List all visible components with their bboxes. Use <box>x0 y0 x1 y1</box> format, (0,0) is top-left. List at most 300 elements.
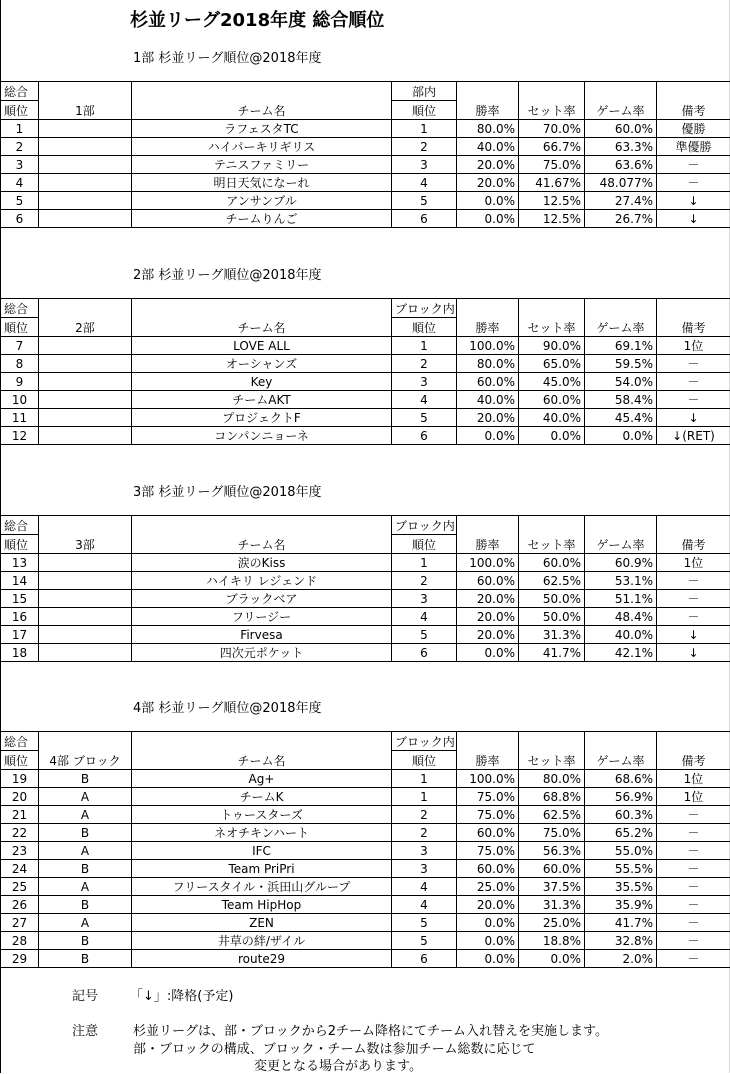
header-row-top <box>1 299 730 318</box>
game-rate-cell: 55.5% <box>585 860 657 878</box>
set-rate-cell: 50.0% <box>519 590 585 608</box>
table-row <box>1 644 730 662</box>
win-rate-cell: 40.0% <box>457 138 519 156</box>
win-rate-cell: 0.0% <box>457 210 519 228</box>
ranking-table <box>0 515 730 662</box>
block-cell: A <box>39 788 132 806</box>
game-rate-cell: 63.6% <box>585 156 657 174</box>
team-name-cell: route29 <box>132 950 392 968</box>
game-rate-cell: 69.1% <box>585 337 657 355</box>
section-title: 3部 杉並リーグ順位@2018年度 <box>133 481 322 500</box>
win-rate-cell: 0.0% <box>457 950 519 968</box>
group-position-cell: 1 <box>392 770 457 788</box>
block-cell <box>39 554 132 572</box>
game-rate-cell: 48.4% <box>585 608 657 626</box>
rank-cell: 24 <box>1 860 39 878</box>
remark-cell: － <box>657 824 730 842</box>
remark-cell: － <box>657 842 730 860</box>
remark-cell: － <box>657 355 730 373</box>
table-row <box>1 120 730 138</box>
header-overall-top: 総合 <box>1 732 39 751</box>
team-name-cell: Ag+ <box>132 770 392 788</box>
remark-cell: － <box>657 878 730 896</box>
header-set: セット率 <box>519 516 585 554</box>
set-rate-cell: 41.7% <box>519 644 585 662</box>
win-rate-cell: 25.0% <box>457 878 519 896</box>
win-rate-cell: 20.0% <box>457 590 519 608</box>
block-cell <box>39 337 132 355</box>
header-group-bottom: 順位 <box>392 318 457 337</box>
rank-cell: 7 <box>1 337 39 355</box>
team-name-cell: Team PriPri <box>132 860 392 878</box>
group-position-cell: 2 <box>392 138 457 156</box>
rank-cell: 26 <box>1 896 39 914</box>
block-cell: A <box>39 806 132 824</box>
team-name-cell: チームAKT <box>132 391 392 409</box>
group-position-cell: 2 <box>392 806 457 824</box>
set-rate-cell: 50.0% <box>519 608 585 626</box>
set-rate-cell: 56.3% <box>519 842 585 860</box>
game-rate-cell: 63.3% <box>585 138 657 156</box>
set-rate-cell: 65.0% <box>519 355 585 373</box>
win-rate-cell: 75.0% <box>457 806 519 824</box>
notice-line-1: 杉並リーグは、部・ブロックから2チーム降格にてチーム入れ替えを実施します。 <box>133 1020 608 1039</box>
group-position-cell: 6 <box>392 950 457 968</box>
table-row <box>1 590 730 608</box>
team-name-cell: フリースタイル・浜田山グループ <box>132 878 392 896</box>
header-division: 3部 <box>39 516 132 554</box>
header-row-top <box>1 732 730 751</box>
header-game: ゲーム率 <box>585 299 657 337</box>
remark-cell: 1位 <box>657 554 730 572</box>
set-rate-cell: 12.5% <box>519 210 585 228</box>
set-rate-cell: 60.0% <box>519 860 585 878</box>
header-note: 備考 <box>657 82 730 120</box>
win-rate-cell: 0.0% <box>457 932 519 950</box>
win-rate-cell: 75.0% <box>457 788 519 806</box>
team-name-cell: テニスファミリー <box>132 156 392 174</box>
win-rate-cell: 20.0% <box>457 409 519 427</box>
table-row <box>1 210 730 228</box>
remark-cell: － <box>657 373 730 391</box>
block-cell: B <box>39 950 132 968</box>
win-rate-cell: 100.0% <box>457 770 519 788</box>
header-overall-bottom: 順位 <box>1 751 39 770</box>
group-position-cell: 4 <box>392 608 457 626</box>
team-name-cell: プロジェクトF <box>132 409 392 427</box>
block-cell <box>39 192 132 210</box>
set-rate-cell: 68.8% <box>519 788 585 806</box>
game-rate-cell: 60.3% <box>585 806 657 824</box>
header-team: チーム名 <box>132 82 392 120</box>
header-win: 勝率 <box>457 732 519 770</box>
table-row <box>1 156 730 174</box>
block-cell: B <box>39 824 132 842</box>
game-rate-cell: 58.4% <box>585 391 657 409</box>
header-division: 1部 <box>39 82 132 120</box>
block-cell <box>39 590 132 608</box>
header-note: 備考 <box>657 732 730 770</box>
game-rate-cell: 27.4% <box>585 192 657 210</box>
header-win: 勝率 <box>457 82 519 120</box>
game-rate-cell: 32.8% <box>585 932 657 950</box>
win-rate-cell: 40.0% <box>457 391 519 409</box>
group-position-cell: 1 <box>392 120 457 138</box>
block-cell <box>39 138 132 156</box>
block-cell <box>39 156 132 174</box>
block-cell <box>39 427 132 445</box>
header-group-top: ブロック内 <box>392 299 457 318</box>
set-rate-cell: 60.0% <box>519 554 585 572</box>
table-row <box>1 788 730 806</box>
game-rate-cell: 53.1% <box>585 572 657 590</box>
rank-cell: 25 <box>1 878 39 896</box>
block-cell <box>39 409 132 427</box>
group-position-cell: 2 <box>392 824 457 842</box>
win-rate-cell: 60.0% <box>457 373 519 391</box>
table-row <box>1 355 730 373</box>
game-rate-cell: 60.0% <box>585 120 657 138</box>
remark-cell: 1位 <box>657 337 730 355</box>
notice-line-3: 変更となる場合があります。 <box>254 1055 422 1074</box>
block-cell <box>39 373 132 391</box>
win-rate-cell: 0.0% <box>457 644 519 662</box>
game-rate-cell: 35.5% <box>585 878 657 896</box>
set-rate-cell: 66.7% <box>519 138 585 156</box>
header-overall-top: 総合 <box>1 299 39 318</box>
remark-cell: － <box>657 860 730 878</box>
block-cell <box>39 644 132 662</box>
group-position-cell: 3 <box>392 842 457 860</box>
set-rate-cell: 75.0% <box>519 824 585 842</box>
set-rate-cell: 31.3% <box>519 896 585 914</box>
header-group-top: 部内 <box>392 82 457 101</box>
table-row <box>1 932 730 950</box>
rank-cell: 17 <box>1 626 39 644</box>
set-rate-cell: 45.0% <box>519 373 585 391</box>
rank-cell: 2 <box>1 138 39 156</box>
header-division: 4部 ブロック <box>39 732 132 770</box>
set-rate-cell: 70.0% <box>519 120 585 138</box>
rank-cell: 5 <box>1 192 39 210</box>
header-game: ゲーム率 <box>585 732 657 770</box>
rank-cell: 19 <box>1 770 39 788</box>
ranking-table <box>0 298 730 445</box>
section-title: 1部 杉並リーグ順位@2018年度 <box>133 47 322 66</box>
team-name-cell: Team HipHop <box>132 896 392 914</box>
rank-cell: 6 <box>1 210 39 228</box>
group-position-cell: 6 <box>392 210 457 228</box>
group-position-cell: 6 <box>392 427 457 445</box>
win-rate-cell: 60.0% <box>457 860 519 878</box>
win-rate-cell: 100.0% <box>457 337 519 355</box>
group-position-cell: 2 <box>392 355 457 373</box>
header-win: 勝率 <box>457 299 519 337</box>
header-game: ゲーム率 <box>585 82 657 120</box>
group-position-cell: 5 <box>392 932 457 950</box>
remark-cell: － <box>657 608 730 626</box>
team-name-cell: ZEN <box>132 914 392 932</box>
block-cell <box>39 174 132 192</box>
ranking-table <box>0 81 730 228</box>
group-position-cell: 4 <box>392 878 457 896</box>
rank-cell: 4 <box>1 174 39 192</box>
game-rate-cell: 55.0% <box>585 842 657 860</box>
table-row <box>1 174 730 192</box>
game-rate-cell: 68.6% <box>585 770 657 788</box>
team-name-cell: コンパンニョーネ <box>132 427 392 445</box>
team-name-cell: ネオチキンハート <box>132 824 392 842</box>
block-cell: A <box>39 878 132 896</box>
header-game: ゲーム率 <box>585 516 657 554</box>
team-name-cell: フリージー <box>132 608 392 626</box>
block-cell: B <box>39 932 132 950</box>
game-rate-cell: 48.077% <box>585 174 657 192</box>
table-row <box>1 914 730 932</box>
set-rate-cell: 40.0% <box>519 409 585 427</box>
table-row <box>1 860 730 878</box>
table-row <box>1 842 730 860</box>
game-rate-cell: 35.9% <box>585 896 657 914</box>
group-position-cell: 6 <box>392 644 457 662</box>
group-position-cell: 5 <box>392 192 457 210</box>
win-rate-cell: 20.0% <box>457 156 519 174</box>
team-name-cell: トゥースターズ <box>132 806 392 824</box>
remark-cell: － <box>657 156 730 174</box>
table-row <box>1 572 730 590</box>
win-rate-cell: 0.0% <box>457 427 519 445</box>
group-position-cell: 2 <box>392 572 457 590</box>
block-cell <box>39 626 132 644</box>
win-rate-cell: 80.0% <box>457 355 519 373</box>
game-rate-cell: 59.5% <box>585 355 657 373</box>
legend-text: 「↓」:降格(予定) <box>130 985 233 1004</box>
set-rate-cell: 12.5% <box>519 192 585 210</box>
header-team: チーム名 <box>132 516 392 554</box>
rank-cell: 23 <box>1 842 39 860</box>
game-rate-cell: 56.9% <box>585 788 657 806</box>
set-rate-cell: 25.0% <box>519 914 585 932</box>
rank-cell: 18 <box>1 644 39 662</box>
game-rate-cell: 26.7% <box>585 210 657 228</box>
rank-cell: 8 <box>1 355 39 373</box>
team-name-cell: ブラックベア <box>132 590 392 608</box>
remark-cell: － <box>657 572 730 590</box>
remark-cell: ↓ <box>657 409 730 427</box>
win-rate-cell: 100.0% <box>457 554 519 572</box>
table-row <box>1 950 730 968</box>
game-rate-cell: 65.2% <box>585 824 657 842</box>
header-overall-bottom: 順位 <box>1 318 39 337</box>
group-position-cell: 4 <box>392 896 457 914</box>
team-name-cell: アンサンブル <box>132 192 392 210</box>
remark-cell: － <box>657 950 730 968</box>
win-rate-cell: 20.0% <box>457 626 519 644</box>
block-cell: B <box>39 770 132 788</box>
group-position-cell: 3 <box>392 373 457 391</box>
header-division: 2部 <box>39 299 132 337</box>
header-group-top: ブロック内 <box>392 732 457 751</box>
table-row <box>1 878 730 896</box>
block-cell <box>39 572 132 590</box>
header-overall-bottom: 順位 <box>1 535 39 554</box>
remark-cell: ↓(RET) <box>657 427 730 445</box>
team-name-cell: オーシャンズ <box>132 355 392 373</box>
rank-cell: 1 <box>1 120 39 138</box>
rank-cell: 9 <box>1 373 39 391</box>
table-row <box>1 138 730 156</box>
team-name-cell: ハイキリ レジェンド <box>132 572 392 590</box>
header-overall-bottom: 順位 <box>1 101 39 120</box>
remark-cell: ↓ <box>657 626 730 644</box>
header-set: セット率 <box>519 82 585 120</box>
header-row-top <box>1 516 730 535</box>
block-cell: B <box>39 896 132 914</box>
table-row <box>1 192 730 210</box>
table-row <box>1 896 730 914</box>
header-win: 勝率 <box>457 516 519 554</box>
table-row <box>1 409 730 427</box>
block-cell: A <box>39 842 132 860</box>
win-rate-cell: 20.0% <box>457 608 519 626</box>
game-rate-cell: 54.0% <box>585 373 657 391</box>
header-set: セット率 <box>519 732 585 770</box>
header-group-bottom: 順位 <box>392 535 457 554</box>
header-team: チーム名 <box>132 732 392 770</box>
header-overall-top: 総合 <box>1 82 39 101</box>
header-set: セット率 <box>519 299 585 337</box>
group-position-cell: 4 <box>392 174 457 192</box>
remark-cell: － <box>657 590 730 608</box>
group-position-cell: 1 <box>392 788 457 806</box>
table-row <box>1 806 730 824</box>
table-row <box>1 391 730 409</box>
rank-cell: 16 <box>1 608 39 626</box>
remark-cell: 準優勝 <box>657 138 730 156</box>
table-row <box>1 427 730 445</box>
team-name-cell: 井草の絆/ザイル <box>132 932 392 950</box>
set-rate-cell: 31.3% <box>519 626 585 644</box>
game-rate-cell: 0.0% <box>585 427 657 445</box>
page-title: 杉並リーグ2018年度 総合順位 <box>130 6 384 32</box>
table-row <box>1 554 730 572</box>
set-rate-cell: 18.8% <box>519 932 585 950</box>
block-cell: B <box>39 860 132 878</box>
group-position-cell: 3 <box>392 156 457 174</box>
remark-cell: － <box>657 914 730 932</box>
set-rate-cell: 90.0% <box>519 337 585 355</box>
rank-cell: 14 <box>1 572 39 590</box>
game-rate-cell: 2.0% <box>585 950 657 968</box>
block-cell <box>39 391 132 409</box>
rank-cell: 21 <box>1 806 39 824</box>
rank-cell: 12 <box>1 427 39 445</box>
block-cell <box>39 120 132 138</box>
set-rate-cell: 75.0% <box>519 156 585 174</box>
header-note: 備考 <box>657 299 730 337</box>
rank-cell: 22 <box>1 824 39 842</box>
team-name-cell: Key <box>132 373 392 391</box>
set-rate-cell: 80.0% <box>519 770 585 788</box>
remark-cell: － <box>657 391 730 409</box>
set-rate-cell: 0.0% <box>519 427 585 445</box>
team-name-cell: IFC <box>132 842 392 860</box>
block-cell: A <box>39 914 132 932</box>
block-cell <box>39 608 132 626</box>
table-row <box>1 608 730 626</box>
rank-cell: 15 <box>1 590 39 608</box>
team-name-cell: チームりんご <box>132 210 392 228</box>
set-rate-cell: 62.5% <box>519 572 585 590</box>
rank-cell: 29 <box>1 950 39 968</box>
team-name-cell: 四次元ポケット <box>132 644 392 662</box>
win-rate-cell: 0.0% <box>457 192 519 210</box>
group-position-cell: 1 <box>392 337 457 355</box>
remark-cell: 1位 <box>657 770 730 788</box>
win-rate-cell: 60.0% <box>457 572 519 590</box>
table-row <box>1 824 730 842</box>
table-row <box>1 337 730 355</box>
table-row <box>1 373 730 391</box>
group-position-cell: 3 <box>392 860 457 878</box>
game-rate-cell: 41.7% <box>585 914 657 932</box>
set-rate-cell: 41.67% <box>519 174 585 192</box>
win-rate-cell: 20.0% <box>457 174 519 192</box>
remark-cell: ↓ <box>657 192 730 210</box>
rank-cell: 20 <box>1 788 39 806</box>
game-rate-cell: 40.0% <box>585 626 657 644</box>
header-row-top <box>1 82 730 101</box>
team-name-cell: 涙のKiss <box>132 554 392 572</box>
win-rate-cell: 75.0% <box>457 842 519 860</box>
remark-cell: － <box>657 806 730 824</box>
rank-cell: 27 <box>1 914 39 932</box>
win-rate-cell: 0.0% <box>457 914 519 932</box>
rank-cell: 28 <box>1 932 39 950</box>
win-rate-cell: 20.0% <box>457 896 519 914</box>
game-rate-cell: 45.4% <box>585 409 657 427</box>
header-overall-top: 総合 <box>1 516 39 535</box>
team-name-cell: ハイパーキリギリス <box>132 138 392 156</box>
team-name-cell: ラフェスタTC <box>132 120 392 138</box>
remark-cell: － <box>657 174 730 192</box>
set-rate-cell: 60.0% <box>519 391 585 409</box>
game-rate-cell: 60.9% <box>585 554 657 572</box>
group-position-cell: 4 <box>392 391 457 409</box>
remark-cell: ↓ <box>657 644 730 662</box>
game-rate-cell: 42.1% <box>585 644 657 662</box>
set-rate-cell: 0.0% <box>519 950 585 968</box>
group-position-cell: 5 <box>392 626 457 644</box>
remark-cell: － <box>657 896 730 914</box>
group-position-cell: 3 <box>392 590 457 608</box>
table-row <box>1 770 730 788</box>
header-group-bottom: 順位 <box>392 751 457 770</box>
remark-cell: － <box>657 932 730 950</box>
rank-cell: 10 <box>1 391 39 409</box>
group-position-cell: 5 <box>392 409 457 427</box>
notice-label: 注意 <box>72 1020 98 1039</box>
section-title: 2部 杉並リーグ順位@2018年度 <box>133 264 322 283</box>
win-rate-cell: 60.0% <box>457 824 519 842</box>
header-note: 備考 <box>657 516 730 554</box>
remark-cell: ↓ <box>657 210 730 228</box>
header-group-top: ブロック内 <box>392 516 457 535</box>
section-title: 4部 杉並リーグ順位@2018年度 <box>133 697 322 716</box>
header-group-bottom: 順位 <box>392 101 457 120</box>
group-position-cell: 1 <box>392 554 457 572</box>
group-position-cell: 5 <box>392 914 457 932</box>
